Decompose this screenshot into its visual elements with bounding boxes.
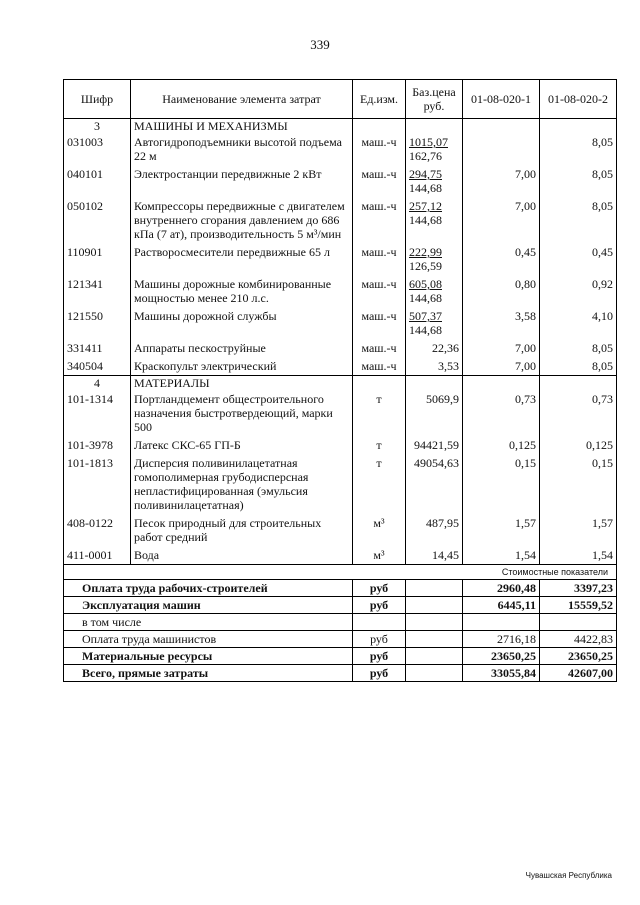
row-name: Автогидроподъемники высотой подъема 22 м [131, 133, 353, 165]
price-bottom: 3,53 [438, 359, 459, 373]
row-value-2: 8,05 [540, 165, 617, 197]
summary-value-2: 23650,25 [540, 648, 617, 665]
row-unit: м³ [353, 546, 406, 565]
summary-value-2: 42607,00 [540, 665, 617, 682]
header-col1: 01-08-020-1 [463, 80, 540, 119]
header-code: Шифр [64, 80, 131, 119]
summary-row [64, 614, 617, 631]
row-unit: м³ [353, 514, 406, 546]
summary-value-2: 15559,52 [540, 597, 617, 614]
row-unit: т [353, 454, 406, 514]
row-value-1: 7,00 [463, 197, 540, 243]
indicators-label: Стоимостные показатели [64, 565, 617, 580]
row-code: 340504 [64, 357, 131, 376]
table-row [64, 275, 617, 307]
row-name: Песок природный для строительных работ средний [131, 514, 353, 546]
summary-value-1: 23650,25 [463, 648, 540, 665]
summary-value-1: 2960,48 [463, 580, 540, 597]
row-value-2: 8,05 [540, 339, 617, 357]
empty-cell [406, 119, 463, 134]
price-bottom: 5069,9 [426, 392, 459, 406]
row-value-2: 0,73 [540, 390, 617, 436]
summary-unit: руб [353, 631, 406, 648]
row-value-1: 1,57 [463, 514, 540, 546]
page-number: 339 [310, 37, 330, 52]
row-unit: маш.-ч [353, 243, 406, 275]
price-bottom: 49054,63 [414, 456, 459, 470]
row-unit: маш.-ч [353, 339, 406, 357]
row-price [406, 339, 463, 357]
row-name: Латекс СКС-65 ГП-Б [131, 436, 353, 454]
row-value-2: 0,92 [540, 275, 617, 307]
row-unit: маш.-ч [353, 133, 406, 165]
price-bottom: 144,68 [409, 213, 442, 227]
row-name: Электростанции передвижные 2 кВт [131, 165, 353, 197]
summary-value-1: 2716,18 [463, 631, 540, 648]
empty-cell [406, 631, 463, 648]
table-row [64, 339, 617, 357]
table-row [64, 243, 617, 275]
row-name: Машины дорожные комбинированные мощностью менее 210 л.с. [131, 275, 353, 307]
summary-unit [353, 614, 406, 631]
summary-value-1 [463, 614, 540, 631]
row-name: Растворосмесители передвижные 65 л [131, 243, 353, 275]
empty-cell [406, 648, 463, 665]
row-price [406, 546, 463, 565]
summary-unit: руб [353, 665, 406, 682]
row-value-2: 0,45 [540, 243, 617, 275]
price-top: 605,08 [409, 277, 442, 291]
section-title: МАШИНЫ И МЕХАНИЗМЫ [131, 119, 353, 134]
summary-value-2 [540, 614, 617, 631]
table-row [64, 357, 617, 376]
cost-table [63, 79, 617, 682]
row-value-2: 1,54 [540, 546, 617, 565]
summary-row [64, 665, 617, 682]
row-value-2: 8,05 [540, 357, 617, 376]
summary-row [64, 631, 617, 648]
row-unit: т [353, 390, 406, 436]
summary-value-1: 33055,84 [463, 665, 540, 682]
row-code: 121550 [64, 307, 131, 339]
row-code: 101-1314 [64, 390, 131, 436]
row-value-1 [463, 133, 540, 165]
table-row [64, 165, 617, 197]
header-col2: 01-08-020-2 [540, 80, 617, 119]
footer-region: Чувашская Республика [525, 871, 612, 880]
row-unit: т [353, 436, 406, 454]
table-row [64, 454, 617, 514]
table-row [64, 514, 617, 546]
section-number: 3 [64, 119, 131, 134]
row-unit: маш.-ч [353, 197, 406, 243]
row-value-1: 7,00 [463, 165, 540, 197]
table-row [64, 436, 617, 454]
row-value-1: 1,54 [463, 546, 540, 565]
row-price [406, 243, 463, 275]
summary-label: в том числе [64, 614, 353, 631]
empty-cell [406, 580, 463, 597]
summary-label: Оплата труда рабочих-строителей [64, 580, 353, 597]
price-top: 257,12 [409, 199, 442, 213]
price-bottom: 162,76 [409, 149, 442, 163]
row-price [406, 165, 463, 197]
row-code: 411-0001 [64, 546, 131, 565]
row-name: Аппараты пескоструйные [131, 339, 353, 357]
empty-cell [540, 119, 617, 134]
row-code: 101-3978 [64, 436, 131, 454]
row-code: 331411 [64, 339, 131, 357]
table-row [64, 390, 617, 436]
price-bottom: 144,68 [409, 181, 442, 195]
header-row [64, 80, 617, 119]
row-value-1: 7,00 [463, 357, 540, 376]
summary-value-2: 4422,83 [540, 631, 617, 648]
empty-cell [406, 597, 463, 614]
empty-cell [353, 119, 406, 134]
empty-cell [463, 376, 540, 391]
summary-label: Эксплуатация машин [64, 597, 353, 614]
price-bottom: 22,36 [432, 341, 459, 355]
row-name: Краскопульт электрический [131, 357, 353, 376]
row-name: Портландцемент общестроительного назначения быстротвердеющий, марки 500 [131, 390, 353, 436]
price-bottom: 126,59 [409, 259, 442, 273]
row-price [406, 197, 463, 243]
table-row [64, 133, 617, 165]
row-name: Вода [131, 546, 353, 565]
indicators-row [64, 565, 617, 580]
row-value-1: 0,15 [463, 454, 540, 514]
price-top: 1015,07 [409, 135, 448, 149]
price-bottom: 14,45 [432, 548, 459, 562]
row-value-1: 0,73 [463, 390, 540, 436]
summary-label: Оплата труда машинистов [64, 631, 353, 648]
summary-value-1: 6445,11 [463, 597, 540, 614]
row-code: 040101 [64, 165, 131, 197]
row-code: 121341 [64, 275, 131, 307]
price-bottom: 144,68 [409, 323, 442, 337]
header-price: Баз.цена руб. [406, 80, 463, 119]
price-bottom: 144,68 [409, 291, 442, 305]
table-row [64, 307, 617, 339]
row-unit: маш.-ч [353, 357, 406, 376]
price-top: 507,37 [409, 309, 442, 323]
empty-cell [406, 376, 463, 391]
row-name: Дисперсия поливинилацетатная гомополимерная грубодисперсная непластифицированная (эмульсия поливинилацетатная) [131, 454, 353, 514]
row-price [406, 307, 463, 339]
table-row [64, 197, 617, 243]
summary-unit: руб [353, 580, 406, 597]
row-value-1: 0,125 [463, 436, 540, 454]
price-top: 294,75 [409, 167, 442, 181]
section-header-row [64, 376, 617, 391]
section-title: МАТЕРИАЛЫ [131, 376, 353, 391]
section-header-row [64, 119, 617, 134]
table-row [64, 546, 617, 565]
row-code: 031003 [64, 133, 131, 165]
summary-value-2: 3397,23 [540, 580, 617, 597]
row-price [406, 436, 463, 454]
row-unit: маш.-ч [353, 307, 406, 339]
row-value-2: 1,57 [540, 514, 617, 546]
summary-unit: руб [353, 648, 406, 665]
price-bottom: 94421,59 [414, 438, 459, 452]
row-value-2: 0,125 [540, 436, 617, 454]
row-value-2: 4,10 [540, 307, 617, 339]
row-price [406, 133, 463, 165]
price-top: 222,99 [409, 245, 442, 259]
row-value-1: 7,00 [463, 339, 540, 357]
summary-unit: руб [353, 597, 406, 614]
empty-cell [540, 376, 617, 391]
header-name: Наименование элемента затрат [131, 80, 353, 119]
row-value-2: 8,05 [540, 133, 617, 165]
row-name: Компрессоры передвижные с двигателем внутреннего сгорания давлением до 686 кПа (7 ат), производительность 5 м³/мин [131, 197, 353, 243]
row-code: 050102 [64, 197, 131, 243]
row-value-2: 0,15 [540, 454, 617, 514]
row-code: 408-0122 [64, 514, 131, 546]
price-bottom: 487,95 [426, 516, 459, 530]
row-unit: маш.-ч [353, 275, 406, 307]
section-number: 4 [64, 376, 131, 391]
row-code: 110901 [64, 243, 131, 275]
row-price [406, 514, 463, 546]
table-body [64, 119, 617, 682]
summary-row [64, 648, 617, 665]
row-code: 101-1813 [64, 454, 131, 514]
summary-row [64, 597, 617, 614]
row-value-1: 3,58 [463, 307, 540, 339]
row-name: Машины дорожной службы [131, 307, 353, 339]
row-value-1: 0,45 [463, 243, 540, 275]
empty-cell [406, 614, 463, 631]
empty-cell [353, 376, 406, 391]
row-value-2: 8,05 [540, 197, 617, 243]
row-price [406, 454, 463, 514]
empty-cell [406, 665, 463, 682]
header-unit: Ед.изм. [353, 80, 406, 119]
row-price [406, 275, 463, 307]
empty-cell [463, 119, 540, 134]
row-value-1: 0,80 [463, 275, 540, 307]
row-unit: маш.-ч [353, 165, 406, 197]
summary-row [64, 580, 617, 597]
row-price [406, 390, 463, 436]
summary-label: Материальные ресурсы [64, 648, 353, 665]
row-price [406, 357, 463, 376]
summary-label: Всего, прямые затраты [64, 665, 353, 682]
